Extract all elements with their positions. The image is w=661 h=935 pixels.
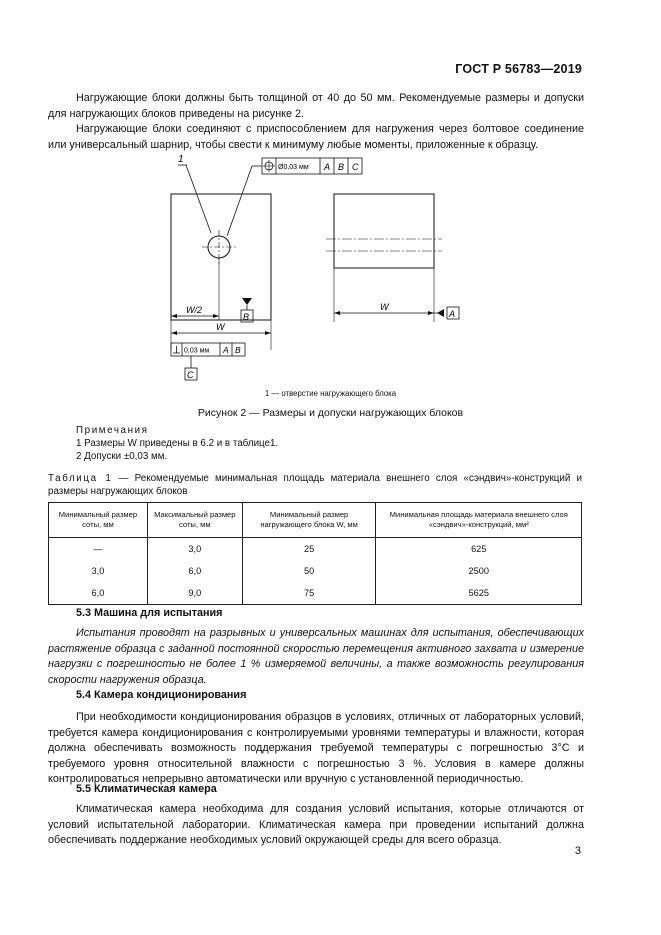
half-width-label: W/2 bbox=[186, 305, 203, 315]
table-1 bbox=[48, 502, 582, 605]
column-header: Минимальный размер нагружающего блока W, мм bbox=[242, 503, 376, 538]
table-caption-text: — Рекомендуемые минимальная площадь материала внешнего слоя «сэндвич»-конструкций и размеры нагружающих блоков bbox=[48, 473, 583, 497]
section-5-4-title: 5.4 Камера кондиционирования bbox=[76, 689, 247, 701]
table-cell: 2500 bbox=[376, 560, 582, 582]
table-row bbox=[49, 560, 582, 582]
table-row bbox=[49, 582, 582, 605]
width-label: W bbox=[216, 322, 225, 332]
table-cell: 50 bbox=[242, 560, 376, 582]
table-caption bbox=[48, 472, 582, 498]
tol-ref-a: A bbox=[324, 162, 331, 172]
column-header: Минимальная площадь материала внешнего слоя «сэндвич»-конструкций, мм² bbox=[376, 503, 582, 538]
perp-ref-a: A bbox=[223, 345, 229, 355]
section-5-3-title: 5.3 Машина для испытания bbox=[76, 607, 223, 619]
table-cell: 5625 bbox=[376, 582, 582, 605]
datum-b: B bbox=[243, 312, 250, 322]
front-view-block bbox=[171, 194, 271, 320]
side-view-block bbox=[334, 194, 434, 268]
column-header: Минимальный размер соты, мм bbox=[49, 503, 148, 538]
table-cell: 25 bbox=[242, 538, 376, 561]
perpendicularity-tolerance-frame bbox=[171, 343, 245, 356]
tol-ref-b: B bbox=[338, 162, 345, 172]
notes-title: Примечания bbox=[76, 425, 149, 436]
section-5-3-text: Испытания проводят на разрывных и универсальных машинах для испытания, обеспечивающих растяжение образца с заданной постоянной скоростью перемещения активного захвата и измерение нагрузки с погрешностью не более 1 % измеряемой величины, а также возможность регулирования скорости нагружения образца. bbox=[48, 627, 584, 686]
figure-legend: 1 — отверстие нагружающего блока bbox=[264, 389, 397, 398]
position-tolerance-value: Ø0,03 мм bbox=[278, 164, 309, 171]
note-item: 2 Допуски ±0,03 мм. bbox=[76, 451, 168, 463]
paragraph-load-blocks: Нагружающие блоки должны быть толщиной от 40 до 50 мм. Рекомендуемые размеры и допуски для нагружающих блоков приведены на рисунке 2. bbox=[48, 92, 584, 120]
table-cell: 9,0 bbox=[147, 582, 242, 605]
paragraph-load-connection: Нагружающие блоки соединяют с приспособлением для нагружения через болтовое соединение или универсальный шарнир, чтобы свести к минимуму любые моменты, приложенные к образцу. bbox=[48, 123, 584, 151]
datum-c: C bbox=[187, 370, 194, 380]
table-cell: 3,0 bbox=[49, 560, 148, 582]
note-item: 1 Размеры W приведены в 6.2 и в таблице1. bbox=[76, 438, 279, 450]
figure-load-block-drawing bbox=[160, 150, 470, 385]
side-width-label: W bbox=[380, 302, 389, 312]
section-5-5-text: Климатическая камера необходима для создания условий испытания, которые отличаются от условий испытательной лаборатории. Климатическая камера при проведении испытаний должна обеспечивать поддержание необходимых условий окружающей среды для всего образца. bbox=[48, 803, 584, 847]
table-cell: 6,0 bbox=[49, 582, 148, 605]
datum-a: A bbox=[449, 309, 456, 319]
table-cell: 625 bbox=[376, 538, 582, 561]
table-row bbox=[49, 538, 582, 561]
callout-leader bbox=[186, 165, 211, 233]
column-header: Максимальный размер соты, мм bbox=[147, 503, 242, 538]
section-5-4-text: При необходимости кондиционирования образцов в условиях, отличных от лабораторных условий, требуется камера кондиционирования с контролируемыми уровнями температуры и влажности, которая должна обеспечивать возможность поддержания требуемой температуры с погрешностью 3°С и требуемого уровня относительной влажности с погрешностью 3 %. Условия в камере должны контролироваться непрерывно автоматически или вручную с установленной периодичностью. bbox=[48, 711, 584, 786]
callout-number: 1 bbox=[178, 154, 184, 165]
tol-ref-c: C bbox=[352, 162, 359, 172]
section-5-5-title: 5.5 Климатическая камера bbox=[76, 783, 217, 795]
table-caption-label: Таблица 1 bbox=[48, 473, 113, 484]
perp-tolerance-value: 0,03 мм bbox=[184, 347, 210, 355]
figure-caption: Рисунок 2 — Размеры и допуски нагружающих блоков bbox=[197, 407, 464, 419]
table-cell: 3,0 bbox=[147, 538, 242, 561]
table-cell: — bbox=[49, 538, 148, 561]
page-number: 3 bbox=[574, 845, 581, 857]
document-header: ГОСТ Р 56783—2019 bbox=[455, 62, 582, 76]
notes-block bbox=[76, 424, 278, 464]
position-tolerance-frame bbox=[262, 158, 362, 174]
perp-ref-b: B bbox=[235, 345, 241, 355]
table-cell: 75 bbox=[242, 582, 376, 605]
table-cell: 6,0 bbox=[147, 560, 242, 582]
